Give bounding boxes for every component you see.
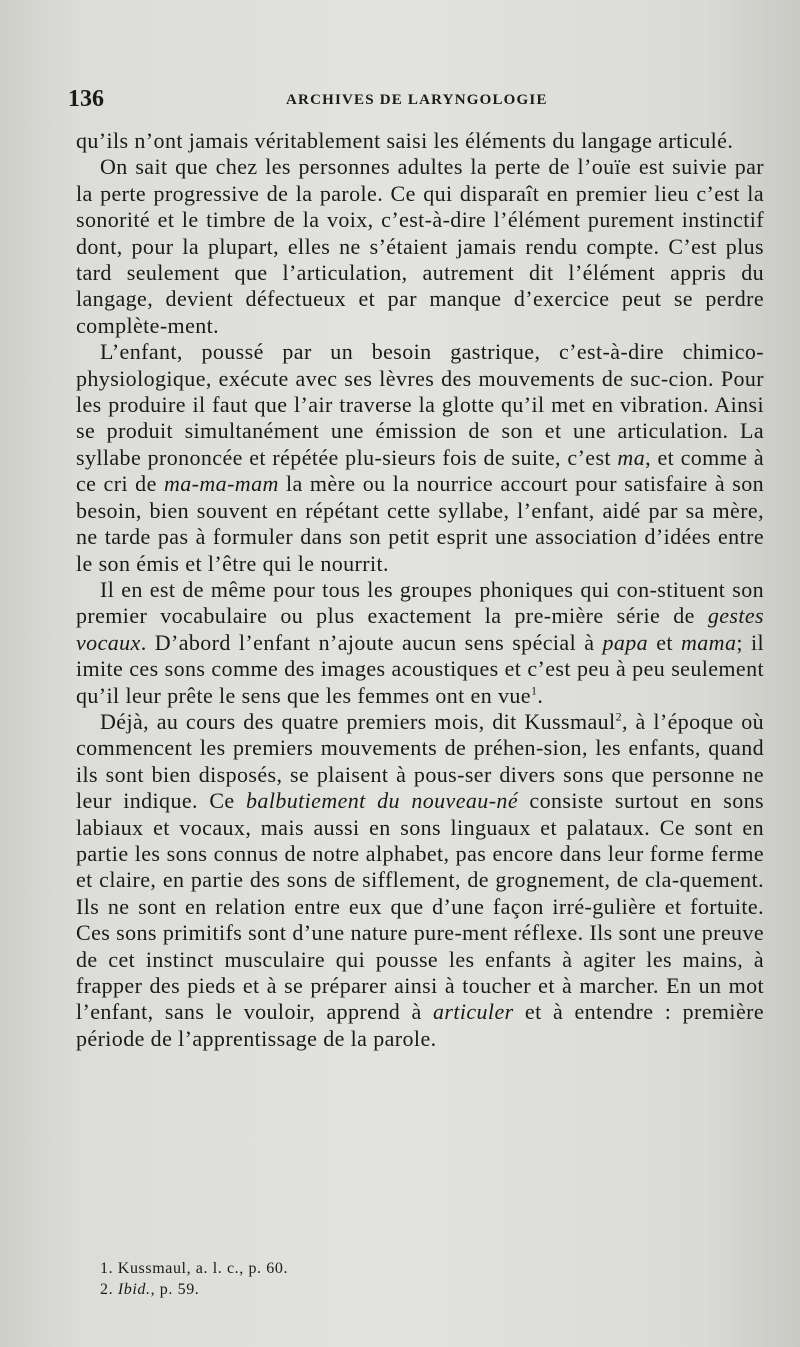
text-run: . D’abord l’enfant n’ajoute aucun sens spécial à — [140, 629, 603, 655]
text-run: consiste surtout en sons labiaux et vocaux, mais aussi en sons linguaux et palataux. Ce sont en partie les sons connus de notre alphabet, pas encore dans leur forme ferme et claire, en partie des sons de sifflement, de grognement, de cla-quement. Ils ne sont en relation entre eux que d’une façon irré-gulière et fortuite. Ces sons primitifs sont d’une nature pure-ment réflexe. Ils sont une preuve de cet instinct musculaire qui pousse les enfants à agiter les mains, à frapper des pieds et à se préparer ainsi à toucher et à marcher. En un mot l’enfant, sans le vouloir, apprend à — [76, 788, 764, 1025]
text-run: . — [537, 682, 544, 708]
footnote-2-ibid: Ibid. — [117, 1281, 151, 1298]
text-run: ; il imite ces sons comme des images acoustiques et c’est peu à peu seulement qu’il leur prête le sens que les femmes ont en vue — [76, 629, 765, 708]
footnote-ref-2: 2 — [615, 709, 622, 724]
paragraph-3 — [76, 339, 764, 577]
paragraph-1: qu’ils n’ont jamais véritablement saisi les éléments du langage articulé. — [76, 128, 734, 153]
paragraph-2: On sait que chez les personnes adultes la perte de l’ouïe est suivie par la perte progressive de la parole. Ce qui disparaît en premier lieu c’est la sonorité et le timbre de la voix, c’est-à-dire l’élément purement instinctif dont, pour la plupart, elles ne s’étaient jamais rendu compte. C’est plus tard seulement que l’articulation, autrement dit l’élément appris du langage, devient défectueux et par manque d’exercice peut se perdre complète-ment. — [76, 154, 764, 338]
text-run: , et comme à ce cri de — [76, 444, 764, 497]
footnote-2 — [100, 1279, 700, 1300]
emphasis-articuler: articuler — [432, 999, 514, 1025]
emphasis-ma-ma-mam: ma-ma-mam — [163, 471, 279, 497]
footnote-1: 1. Kussmaul, a. l. c., p. 60. — [100, 1260, 289, 1277]
emphasis-gestes-vocaux: gestes vocaux — [76, 603, 764, 655]
emphasis-mama: mama — [680, 629, 737, 655]
body-text — [76, 128, 764, 1052]
emphasis-ma: ma — [617, 444, 646, 470]
page-number: 136 — [68, 86, 104, 112]
page-header — [68, 86, 764, 116]
footnote-2-page: , p. 59. — [150, 1281, 200, 1298]
text-run: et — [648, 629, 681, 655]
emphasis-papa: papa — [602, 629, 649, 655]
text-run: , à l’époque où commencent les premiers mouvements de préhen-sion, les enfants, quand ils sont bien disposés, se plaisent à pous-ser divers sons que personne ne leur indique. Ce — [76, 708, 765, 814]
emphasis-balbutiement: balbutiement du nouveau-né — [246, 788, 518, 814]
text-run: Déjà, au cours des quatre premiers mois, dit Kussmaul — [100, 708, 616, 734]
footnote-2-number: 2. — [100, 1281, 118, 1298]
text-run: L’enfant, poussé par un besoin gastrique, c’est-à-dire chimico-physiologique, exécute avec ses lèvres des mouvements de suc-cion. Pour les produire il faut que l’air traverse la glotte qu’il met en vibration. Ainsi se produit simultanément une émission de son et une articulation. La syllabe prononcée et répétée plu-sieurs fois de suite, c’est — [76, 339, 764, 470]
footnote-ref-1: 1 — [530, 683, 538, 698]
text-run: Il en est de même pour tous les groupes phoniques qui con-stituent son premier vocabulaire ou plus exactement la pre-mière série de — [76, 576, 764, 629]
paragraph-5 — [76, 709, 764, 1052]
text-run: la mère ou la nourrice accourt pour satisfaire à son besoin, bien souvent en répétant cette syllabe, l’enfant, aidé par sa mère, ne tarde pas à formuler dans son petit esprit une association d’idées entre le son émis et l’être qui le nourrit. — [76, 471, 764, 576]
text-run: et à entendre : première période de l’apprentissage de la parole. — [76, 999, 764, 1051]
footnotes — [100, 1258, 700, 1300]
running-title: ARCHIVES DE LARYNGOLOGIE — [286, 92, 548, 108]
paragraph-4 — [76, 577, 764, 709]
